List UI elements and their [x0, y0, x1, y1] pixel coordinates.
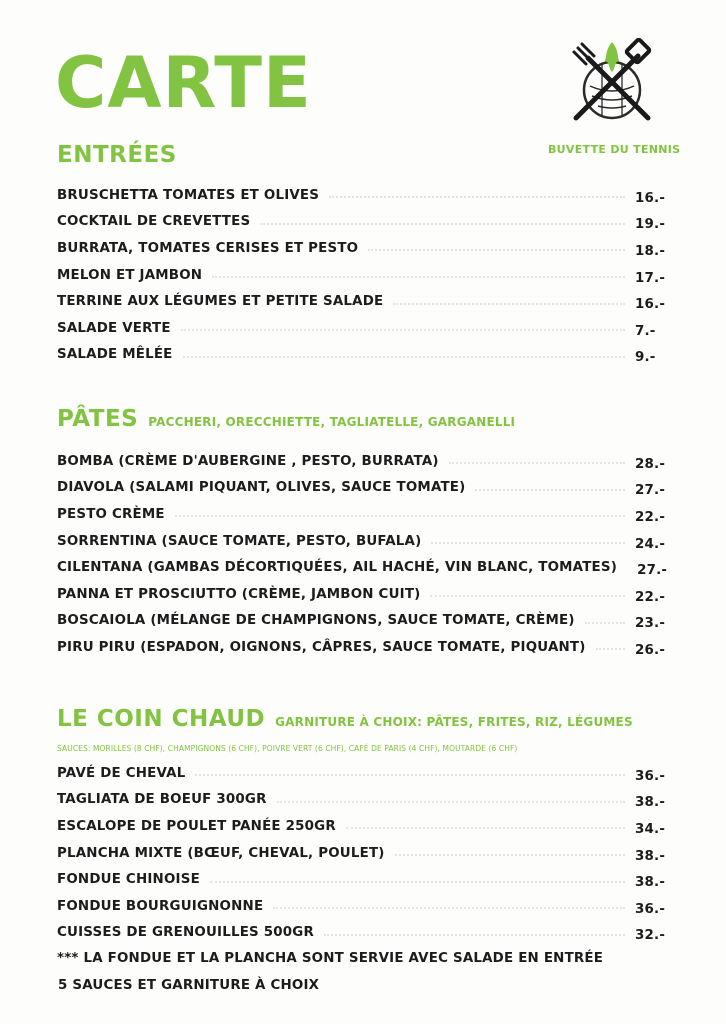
dot-leader: [195, 774, 625, 776]
item-price: 16.-: [635, 297, 666, 313]
item-name: DIAVOLA (SALAMI PIQUANT, OLIVES, SAUCE TOMATE): [57, 480, 466, 496]
dot-leader: [260, 223, 625, 225]
item-name: FONDUE BOURGUIGNONNE: [57, 898, 264, 914]
dot-leader: [431, 542, 625, 544]
item-name: ESCALOPE DE POULET PANÉE 250GR: [57, 818, 336, 834]
item-name: BOMBA (CRÈME D'AUBERGINE , PESTO, BURRATA): [57, 453, 439, 469]
item-name: COCKTAIL DE CREVETTES: [57, 214, 251, 230]
dot-leader: [181, 329, 625, 331]
note-line: *** LA FONDUE ET LA PLANCHA SONT SERVIE AVEC SALADE EN ENTRÉE: [57, 951, 604, 966]
item-price: 24.-: [635, 536, 666, 552]
menu-item: [57, 813, 665, 840]
menu-item: [57, 634, 665, 661]
menu-item: [57, 554, 668, 581]
item-name: BOSCAIOLA (MÉLANGE DE CHAMPIGNONS, SAUCE TOMATE, CRÈME): [57, 613, 575, 629]
item-price: 23.-: [635, 616, 666, 632]
dot-leader: [585, 622, 625, 624]
item-name: MELON ET JAMBON: [57, 267, 203, 283]
section-header-pates: [57, 406, 515, 432]
item-name: BRUSCHETTA TOMATES ET OLIVES: [57, 187, 320, 203]
dot-leader: [368, 249, 625, 251]
dot-leader: [273, 907, 625, 909]
menu-item: [57, 581, 665, 608]
item-price: 7.-: [635, 323, 656, 339]
menu-item: [57, 787, 665, 814]
section-title: PÂTES: [57, 406, 139, 432]
item-price: 27.-: [635, 483, 666, 499]
item-name: CUISSES DE GRENOUILLES 500GR: [57, 925, 315, 941]
item-name: TAGLIATA DE BOEUF 300GR: [57, 792, 267, 808]
item-price: 36.-: [635, 768, 666, 784]
dot-leader: [175, 515, 625, 517]
dot-leader: [430, 595, 625, 597]
item-name: FONDUE CHINOISE: [57, 872, 200, 888]
dot-leader: [329, 196, 625, 198]
dot-leader: [212, 276, 625, 278]
menu-item: [57, 920, 665, 947]
item-name: PANNA ET PROSCIUTTO (CRÈME, JAMBON CUIT): [57, 586, 421, 602]
menu-item: [57, 760, 665, 787]
menu-item: [57, 342, 665, 369]
menu-item: [57, 288, 665, 315]
section-title: LE COIN CHAUD: [57, 706, 266, 732]
menu-item: [57, 840, 665, 867]
menu-notes: [57, 945, 603, 999]
section-header-coin-chaud: [57, 706, 633, 732]
section-header-entrees: [57, 142, 177, 168]
section-title: ENTRÉES: [57, 142, 177, 168]
item-name: PESTO CRÈME: [57, 506, 165, 522]
item-price: 38.-: [635, 848, 666, 864]
item-price: 19.-: [635, 217, 666, 233]
item-price: 34.-: [635, 821, 666, 837]
item-name: PIRU PIRU (ESPADON, OIGNONS, CÂPRES, SAUCE TOMATE, PIQUANT): [57, 639, 586, 655]
dot-leader: [393, 303, 625, 305]
item-name: SALADE MÊLÉE: [57, 347, 173, 363]
menu-item: [57, 182, 665, 209]
note-line: 5 SAUCES ET GARNITURE À CHOIX: [58, 978, 320, 993]
item-price: 38.-: [635, 795, 666, 811]
item-name: PLANCHA MIXTE (BŒUF, CHEVAL, POULET): [57, 845, 385, 861]
dot-leader: [475, 489, 625, 491]
item-price: 16.-: [635, 190, 666, 206]
menu-item: [57, 501, 665, 528]
dot-leader: [210, 881, 625, 883]
dot-leader: [395, 854, 625, 856]
item-price: 38.-: [635, 875, 666, 891]
dot-leader: [596, 648, 625, 650]
menu-item: [57, 866, 665, 893]
item-name: BURRATA, TOMATES CERISES ET PESTO: [57, 240, 359, 256]
dot-leader: [324, 934, 625, 936]
sauces-info: SAUCES: MORILLES (8 CHF), CHAMPIGNONS (6 CHF), POIVRE VERT (6 CHF), CAFÉ DE PARIS (4 CHF), MOUTARDE (6 CHF): [57, 744, 518, 753]
item-price: 22.-: [635, 589, 666, 605]
menu-list-pates: [57, 448, 668, 661]
section-subtitle: PACCHERI, ORECCHIETTE, TAGLIATELLE, GARGANELLI: [148, 415, 516, 429]
item-price: 9.-: [635, 350, 656, 366]
menu-item: [57, 608, 665, 635]
item-name: SALADE VERTE: [57, 320, 171, 336]
item-name: CILENTANA (GAMBAS DÉCORTIQUÉES, AIL HACHÉ, VIN BLANC, TOMATES): [57, 560, 618, 576]
menu-item: [57, 209, 665, 236]
item-name: SORRENTINA (SAUCE TOMATE, PESTO, BUFALA): [57, 533, 422, 549]
item-price: 27.-: [637, 563, 668, 579]
menu-list-coin-chaud: [57, 760, 665, 946]
section-subtitle: GARNITURE À CHOIX: PÂTES, FRITES, RIZ, LÉGUMES: [275, 715, 633, 729]
menu-title: CARTE: [55, 42, 312, 124]
menu-list-entrees: [57, 182, 665, 368]
menu-item: [57, 528, 665, 555]
restaurant-tagline: BUVETTE DU TENNIS: [548, 143, 681, 156]
menu-item: [57, 262, 665, 289]
item-name: PAVÉ DE CHEVAL: [57, 765, 186, 781]
item-name: TERRINE AUX LÉGUMES ET PETITE SALADE: [57, 294, 384, 310]
menu-item: [57, 315, 665, 342]
menu-item: [57, 893, 665, 920]
dot-leader: [277, 801, 625, 803]
item-price: 32.-: [635, 928, 666, 944]
item-price: 28.-: [635, 456, 666, 472]
item-price: 36.-: [635, 901, 666, 917]
menu-item: [57, 235, 665, 262]
menu-item: [57, 475, 665, 502]
dot-leader: [183, 356, 625, 358]
item-price: 17.-: [635, 270, 666, 286]
item-price: 18.-: [635, 243, 666, 259]
crossed-grill-tools-icon: [564, 38, 660, 124]
item-price: 26.-: [635, 642, 666, 658]
item-price: 22.-: [635, 509, 666, 525]
dot-leader: [449, 462, 625, 464]
menu-item: [57, 448, 665, 475]
dot-leader: [346, 827, 625, 829]
